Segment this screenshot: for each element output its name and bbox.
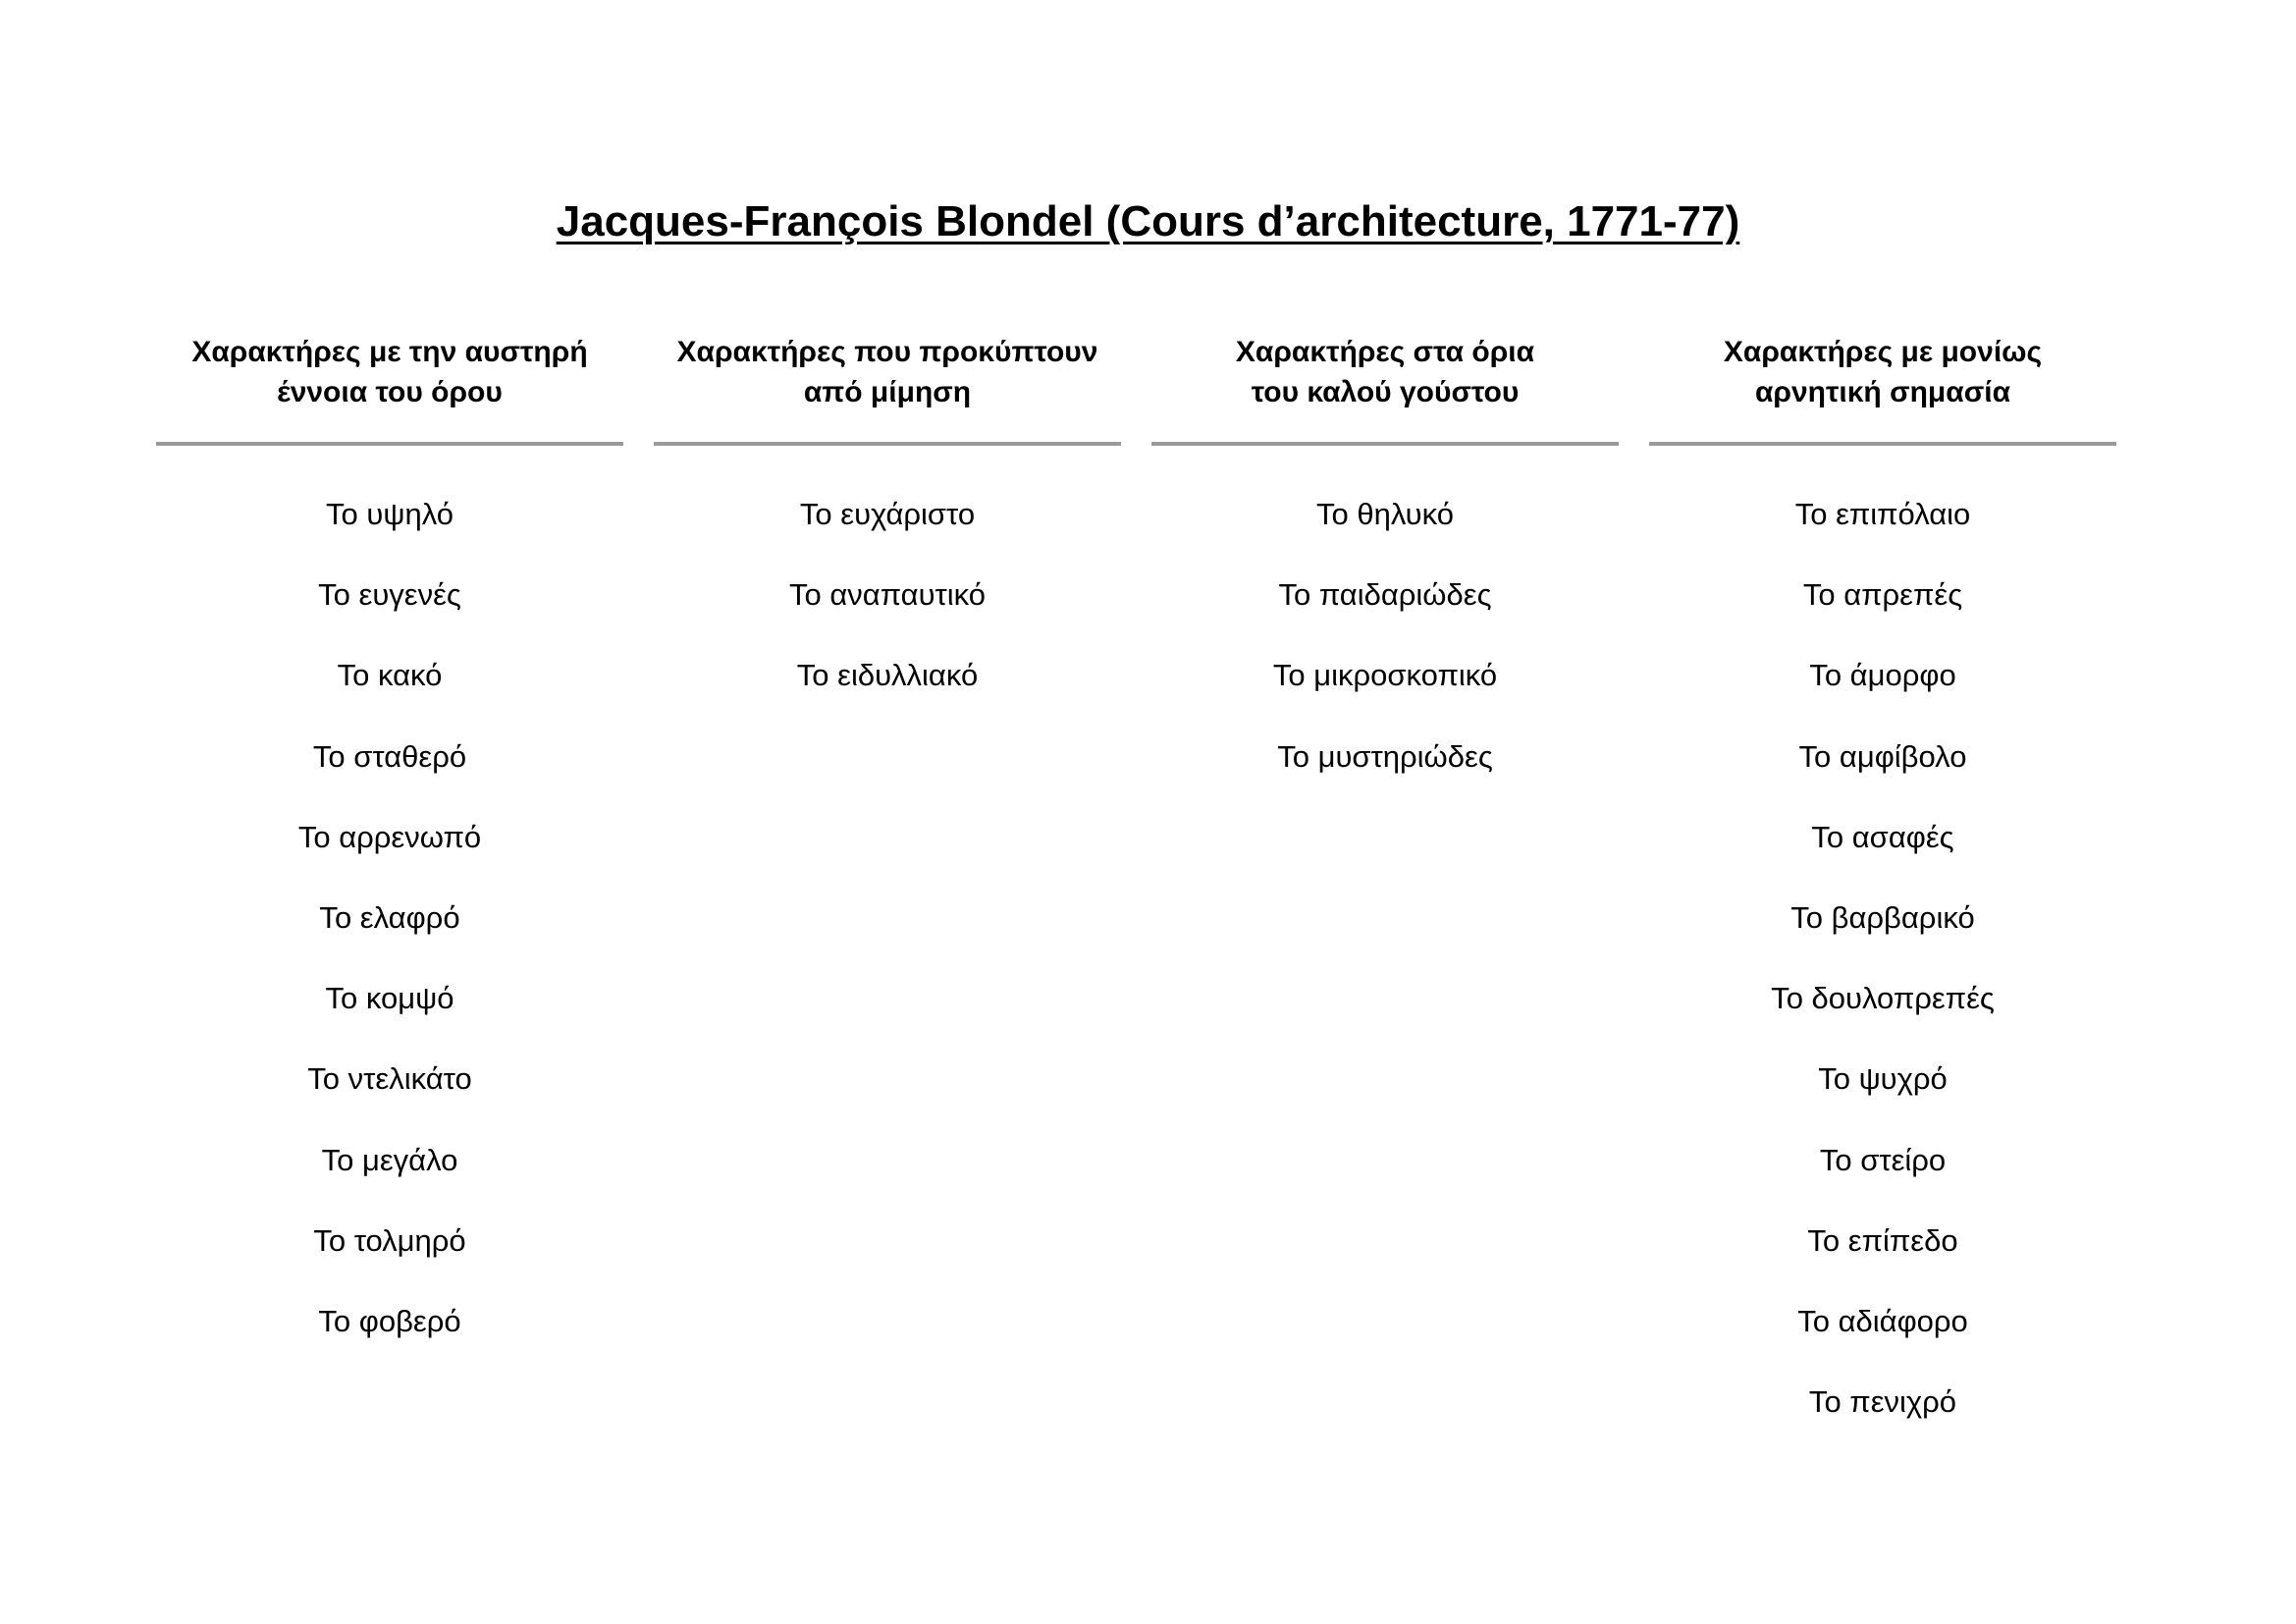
column-list [654, 495, 1121, 737]
list-item: Το φοβερό [318, 1303, 461, 1338]
list-item: Το αρρενωπό [297, 819, 482, 854]
column-header-line: από μίμηση [803, 376, 972, 408]
list-item: Το δουλοπρεπές [1771, 981, 1995, 1016]
list-item: Το ελαφρό [319, 899, 460, 935]
column-divider [1649, 442, 2116, 446]
column-header-line: αρνητική σημασία [1754, 376, 2011, 408]
list-item: Το αμφίβολο [1798, 738, 1967, 774]
list-item: Το κακό [337, 658, 443, 693]
column-header-line: έννοια του όρου [277, 376, 503, 408]
list-item: Το στείρο [1819, 1142, 1947, 1177]
column-header [1151, 332, 1619, 430]
list-item: Το άμορφο [1809, 658, 1956, 693]
list-item: Το σταθερό [312, 738, 467, 774]
column-header-line: Χαρακτήρες με την αυστηρή [191, 336, 588, 368]
list-item: Το ειδυλλιακό [796, 658, 979, 693]
list-item: Το υψηλό [326, 497, 454, 531]
column-list [156, 495, 623, 1382]
column-header-line: Χαρακτήρες στα όρια [1235, 336, 1535, 368]
column-header-line: Χαρακτήρες που προκύπτουν [676, 336, 1098, 368]
list-item: Το πενιχρό [1808, 1384, 1957, 1420]
list-item: Το βαρβαρικό [1790, 899, 1975, 935]
column-good-taste-limits [1151, 332, 1619, 818]
page-title [0, 194, 2296, 249]
list-item: Το επιπόλαιο [1794, 497, 1971, 531]
list-item: Το ντελικάτο [307, 1061, 472, 1097]
column-header [1649, 332, 2116, 430]
list-item: Το ευγενές [318, 577, 461, 613]
column-header-line: του καλού γούστου [1251, 376, 1520, 408]
column-strict-meaning [156, 332, 623, 1382]
list-item: Το ψυχρό [1818, 1061, 1948, 1097]
column-header [156, 332, 623, 430]
column-list [1649, 495, 2116, 1463]
column-imitation [654, 332, 1121, 737]
list-item: Το αδιάφορο [1797, 1303, 1968, 1338]
column-divider [654, 442, 1121, 446]
column-negative-meaning [1649, 332, 2116, 1463]
column-header-line: Χαρακτήρες με μονίως [1723, 336, 2043, 368]
list-item: Το απρεπές [1802, 577, 1963, 613]
column-header [654, 332, 1121, 430]
list-item: Το ευχάριστο [799, 497, 976, 531]
list-item: Το κομψό [325, 981, 454, 1016]
list-item: Το μικροσκοπικό [1272, 658, 1498, 693]
column-divider [1151, 442, 1619, 446]
column-list [1151, 495, 1619, 818]
list-item: Το ασαφές [1811, 819, 1954, 854]
list-item: Το τολμηρό [313, 1222, 466, 1258]
list-item: Το επίπεδο [1807, 1222, 1958, 1258]
column-divider [156, 442, 623, 446]
list-item: Το μεγάλο [321, 1142, 458, 1177]
list-item: Το θηλυκό [1316, 497, 1454, 531]
list-item: Το αναπαυτικό [788, 577, 987, 613]
list-item: Το παιδαριώδες [1278, 577, 1492, 613]
list-item: Το μυστηριώδες [1277, 738, 1493, 774]
page-title-text: Jacques-François Blondel (Cours d’architecture, 1771-77) [556, 197, 1740, 245]
